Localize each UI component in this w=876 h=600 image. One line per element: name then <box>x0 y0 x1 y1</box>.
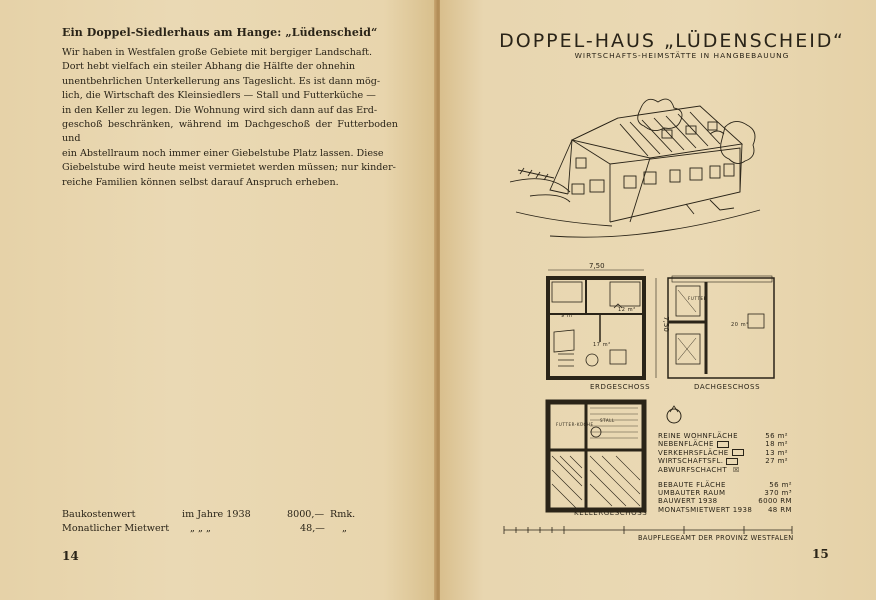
stat-label: BAUWERT 1938 <box>658 497 718 506</box>
stat-value: 56 m² <box>769 481 792 489</box>
stat-row <box>658 481 792 489</box>
area-value: 18 m² <box>765 440 788 449</box>
right-page <box>440 0 876 600</box>
area-row <box>658 440 788 448</box>
body-line: Giebelstube wird heute meist vermietet werden müssen; nur kinder- <box>62 162 396 174</box>
area-label: NEBENFLÄCHE <box>658 440 732 448</box>
body-text <box>62 46 398 190</box>
publisher-credit: BAUPFLEGEAMT DER PROVINZ WESTFALEN <box>638 534 794 542</box>
dimension-depth: 7,50 <box>661 316 670 332</box>
page-title: DOPPEL-HAUS „LÜDENSCHEID“ <box>499 30 845 52</box>
section-heading: Ein Doppel-Siedlerhaus am Hange: „Lüdenscheid“ <box>62 26 378 39</box>
building-stats <box>658 481 792 514</box>
stat-label: UMBAUTER RAUM <box>658 489 726 498</box>
cost-when: im Jahre 1938 <box>182 509 251 520</box>
body-line: reiche Familien können selbst darauf Anspruch erheben. <box>62 176 339 188</box>
page-number-left: 14 <box>62 549 79 563</box>
cost-unit: „ <box>342 523 347 534</box>
cost-when: „ „ „ <box>190 523 212 534</box>
stat-label: BEBAUTE FLÄCHE <box>658 481 726 489</box>
body-line: ein Abstellraum noch immer einer Giebelstube Platz lassen. Diese <box>62 147 384 159</box>
body-line: geschoß beschränken, während im Dachgeschoß der Futterboden und <box>62 119 398 145</box>
page-number-right: 15 <box>812 547 829 561</box>
area-label: REINE WOHNFLÄCHE <box>658 432 738 440</box>
house-perspective-drawing <box>510 72 780 252</box>
body-line: lich, die Wirtschaft des Kleinsiedlers — Stall und Futterküche — <box>62 90 376 102</box>
body-line: Wir haben in Westfalen große Gebiete mit bergiger Landschaft. <box>62 47 373 58</box>
hatch-swatch-icon <box>726 458 738 465</box>
dimension-width: 7,50 <box>589 262 605 270</box>
room-label: 9 m² <box>561 313 576 319</box>
hatch-swatch-icon <box>732 449 744 456</box>
cost-label: Monatlicher Mietwert <box>62 523 170 534</box>
stat-row <box>658 489 792 497</box>
stat-label: MONATSMIETWERT 1938 <box>658 505 753 514</box>
cost-value: 48,— <box>300 523 325 534</box>
body-line: unentbehrlichen Unterkellerung ans Tageslicht. Es ist dann mög- <box>62 75 381 87</box>
area-table <box>658 432 788 474</box>
area-value: 27 m² <box>765 457 788 466</box>
room-label: 20 m² <box>731 322 749 328</box>
attic-floor-label: DACHGESCHOSS <box>694 383 761 391</box>
cross-box-icon: ☒ <box>733 465 740 474</box>
room-label: 12 m² <box>618 307 636 313</box>
area-label: ABWURFSCHACHT ☒ <box>658 465 740 474</box>
area-value: 56 m² <box>765 432 788 440</box>
room-label: FUTTER-KÜCHE <box>556 422 594 427</box>
stat-value: 6000 RM <box>758 497 792 506</box>
cellar-floor-label: KELLERGESCHOSS <box>574 509 648 517</box>
cost-unit: Rmk. <box>330 509 356 520</box>
area-row <box>658 457 788 465</box>
area-label: WIRTSCHAFTSFL. <box>658 457 741 465</box>
stat-row <box>658 497 792 505</box>
area-value: 13 m² <box>765 448 788 457</box>
cost-label: Baukostenwert <box>62 509 136 520</box>
stat-value: 48 RM <box>767 505 792 514</box>
cost-value: 8000,— <box>287 509 325 520</box>
ground-floor-label: ERDGESCHOSS <box>590 383 651 391</box>
body-line: in den Keller zu legen. Die Wohnung wird sich dann auf das Erd- <box>62 104 378 116</box>
room-label: FUTTER <box>688 296 707 301</box>
room-label: 17 m² <box>593 342 611 348</box>
body-line: Dort hebt vielfach ein steiler Abhang die Hälfte der ohnehin <box>62 61 356 73</box>
page-subtitle: WIRTSCHAFTS-HEIMSTÄTTE IN HANGBEBAUUNG <box>574 51 790 60</box>
area-row <box>658 449 788 457</box>
room-label: STALL <box>600 418 615 423</box>
stat-row <box>658 506 792 514</box>
area-row <box>658 466 788 474</box>
hatch-swatch-icon <box>717 441 729 448</box>
left-page <box>0 0 436 600</box>
area-label: VERKEHRSFLÄCHE <box>658 449 747 457</box>
stat-value: 370 m³ <box>764 489 792 498</box>
